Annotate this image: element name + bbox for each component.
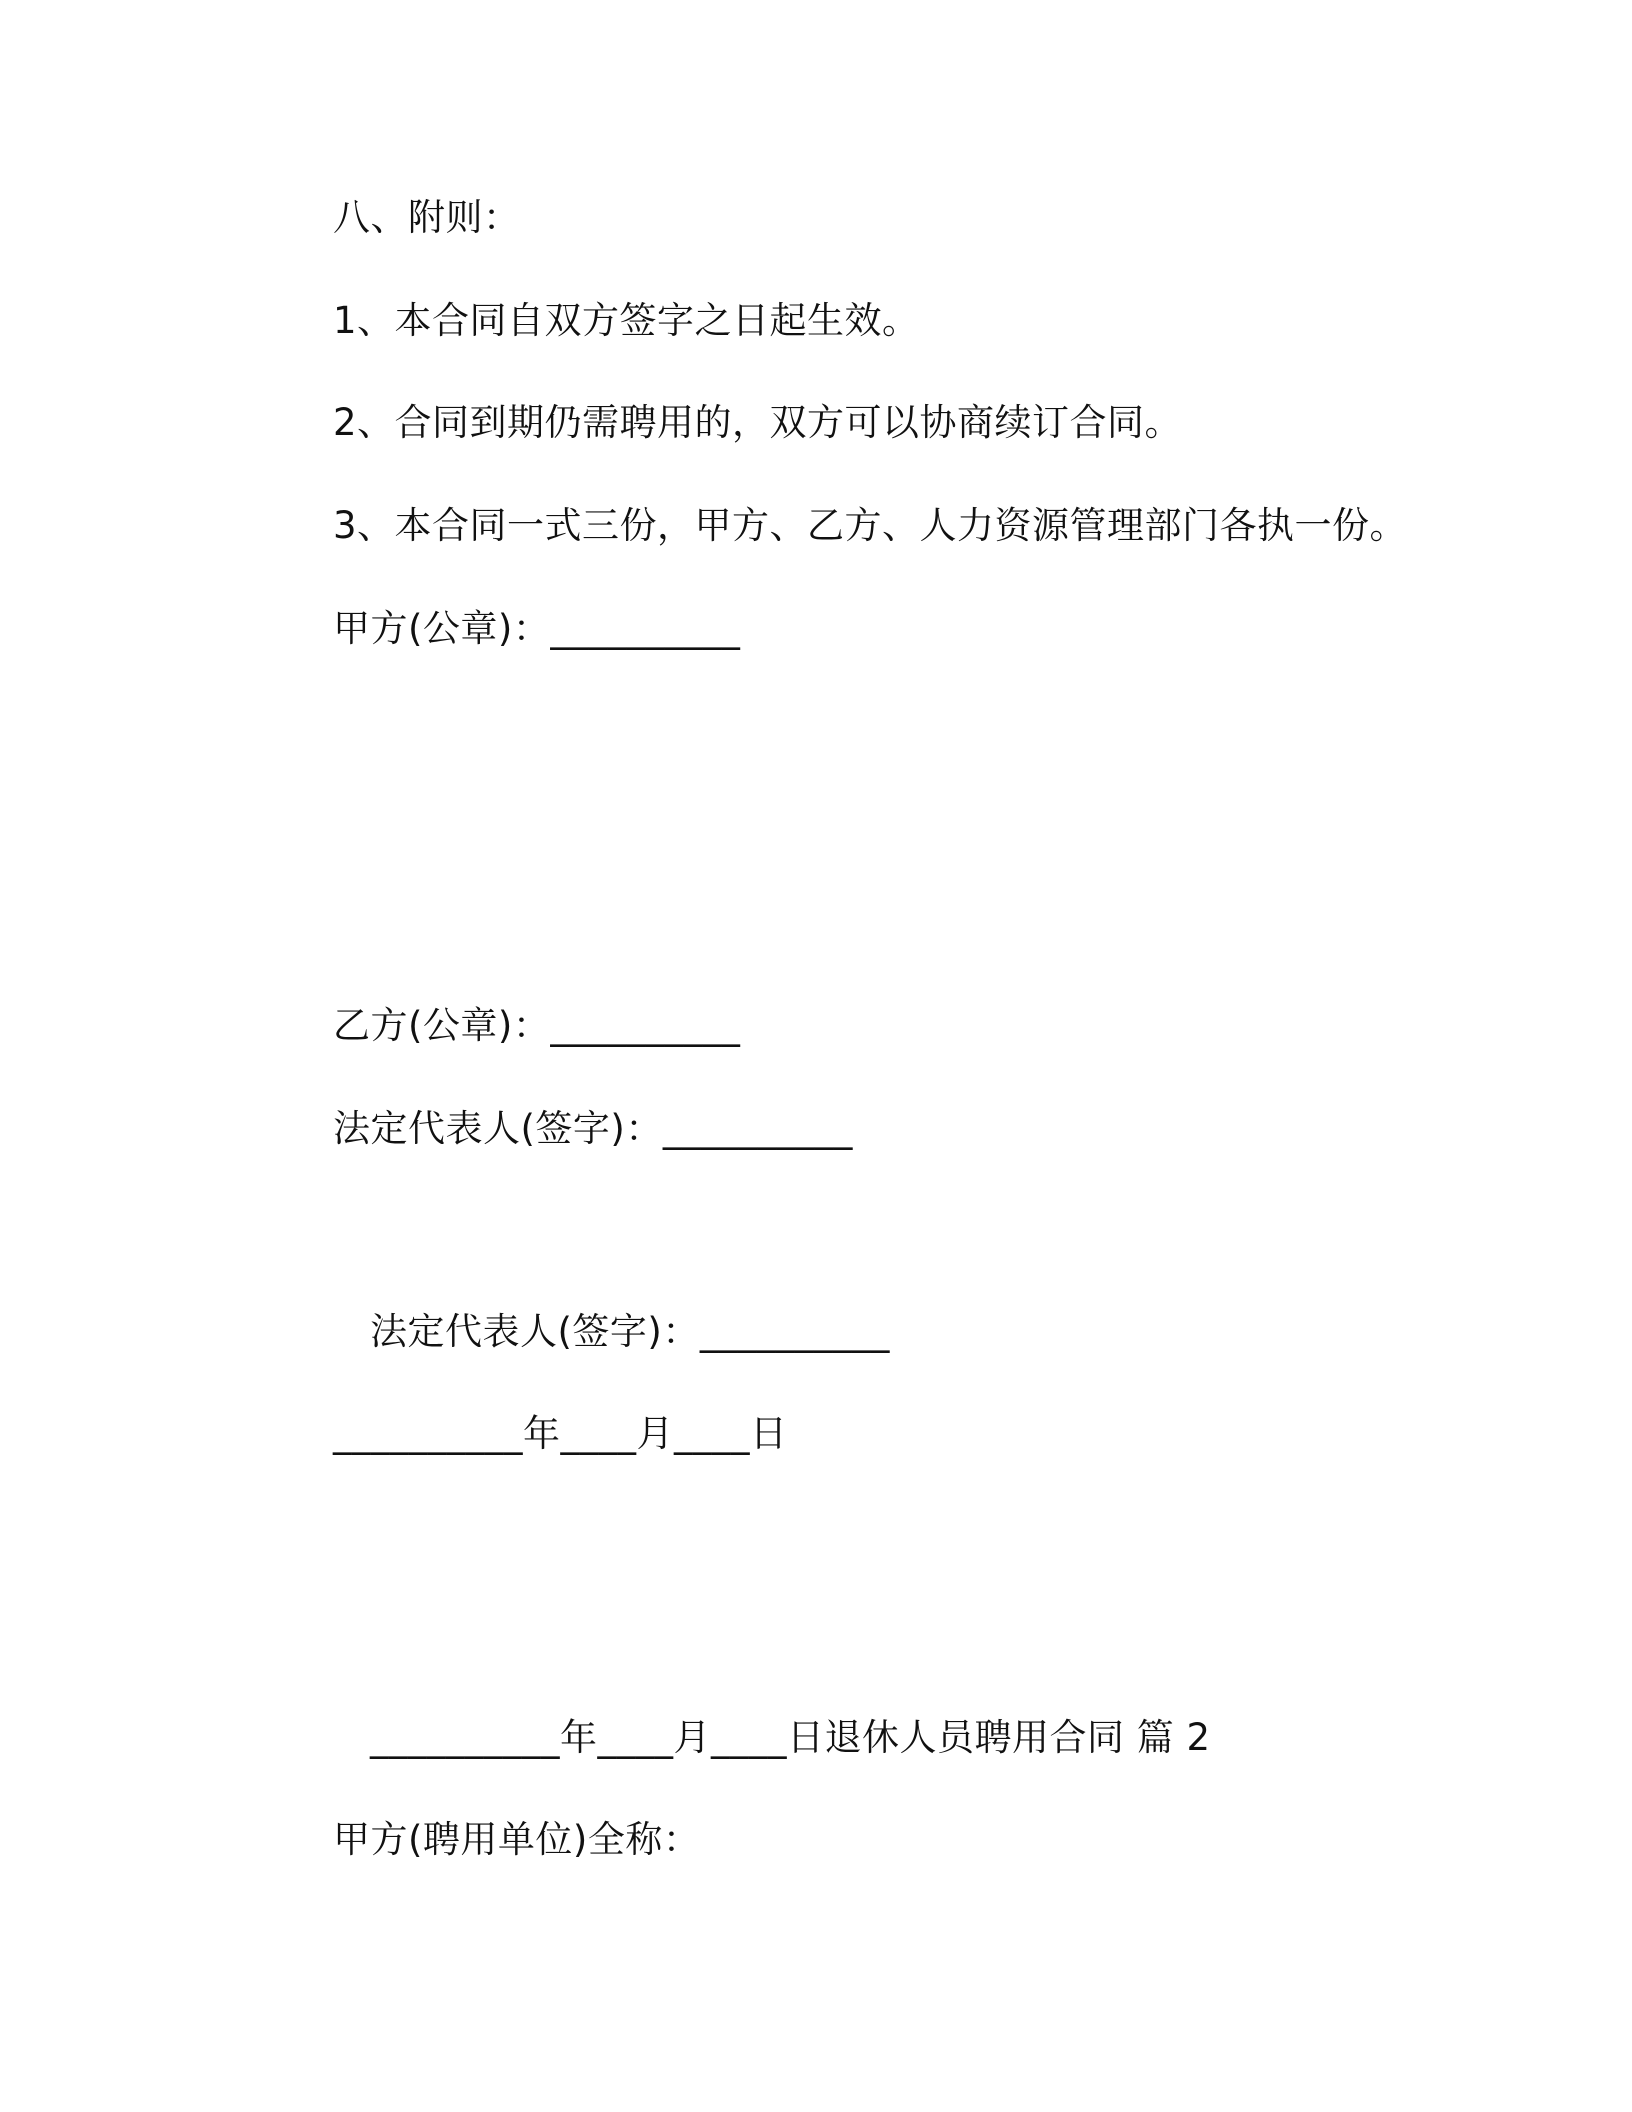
- party-a-full-name-label: 甲方(聘用单位)全称：: [333, 1818, 701, 1861]
- section-heading-appendix: 八、附则：: [333, 196, 521, 239]
- clause-3: 3、本合同一式三份，甲方、乙方、人力资源管理部门各执一份。: [333, 504, 1408, 547]
- legal-rep-signature-line-2: 法定代表人(签字)：__________: [370, 1310, 890, 1353]
- date-line: __________年____月____日: [333, 1412, 788, 1455]
- party-b-seal-line: 乙方(公章)：__________: [333, 1004, 741, 1047]
- contract-2-title: __________年____月____日退休人员聘用合同 篇 2: [370, 1716, 1211, 1759]
- legal-rep-signature-line-1: 法定代表人(签字)：__________: [333, 1107, 853, 1150]
- clause-2: 2、合同到期仍需聘用的，双方可以协商续订合同。: [333, 401, 1183, 444]
- party-a-seal-line: 甲方(公章)：__________: [333, 607, 741, 650]
- clause-1: 1、本合同自双方签字之日起生效。: [333, 299, 920, 342]
